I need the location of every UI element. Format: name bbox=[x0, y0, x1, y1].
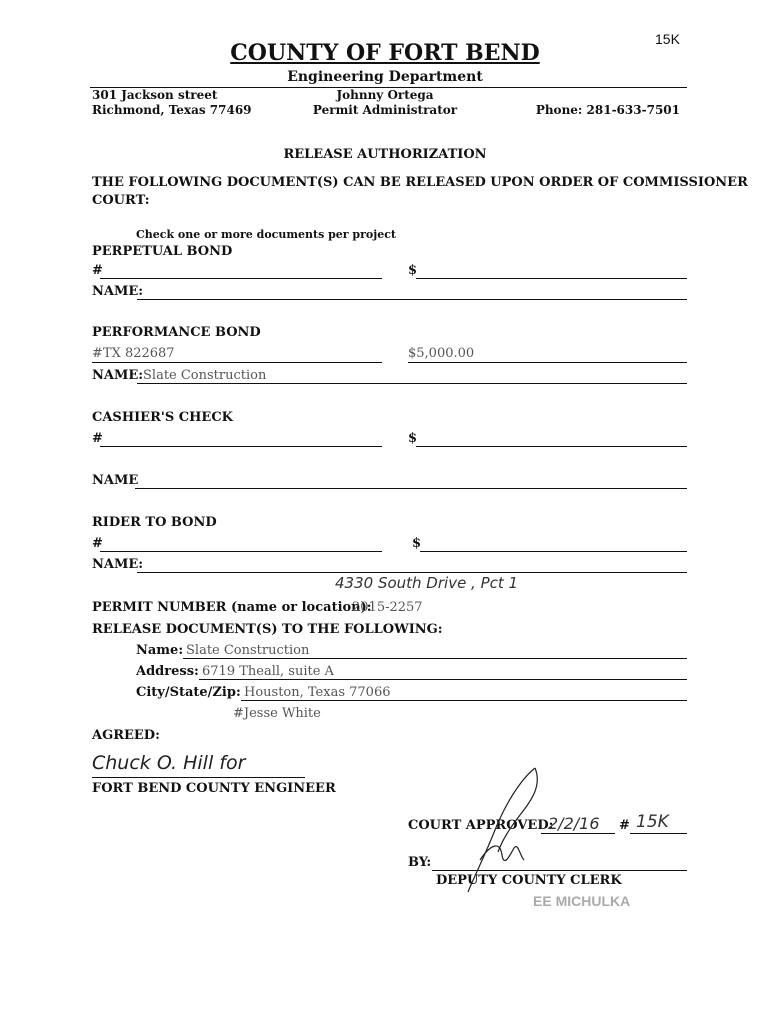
address-line-2: Richmond, Texas 77469 bbox=[92, 103, 252, 117]
intro-line-2: COURT: bbox=[92, 193, 150, 208]
county-title: COUNTY OF FORT BEND bbox=[230, 40, 540, 66]
cashiers-check-name-label: NAME bbox=[92, 473, 139, 488]
perpetual-bond-heading: PERPETUAL BOND bbox=[92, 244, 233, 259]
release-contact: #Jesse White bbox=[233, 706, 321, 721]
rider-to-bond-amount-field[interactable] bbox=[420, 551, 687, 552]
performance-bond-name-line bbox=[137, 383, 687, 384]
rider-to-bond-heading: RIDER TO BOND bbox=[92, 515, 217, 530]
performance-bond-amount[interactable]: $5,000.00 bbox=[408, 346, 475, 361]
court-number-value: 15K bbox=[636, 812, 669, 832]
cashiers-check-amount-label: $ bbox=[408, 431, 418, 446]
instruction-text: Check one or more documents per project bbox=[136, 228, 396, 241]
address-line-1: 301 Jackson street bbox=[92, 88, 218, 102]
release-address-line bbox=[199, 679, 687, 680]
document-number-stamp: 15K bbox=[655, 31, 680, 47]
release-city-value[interactable]: Houston, Texas 77066 bbox=[244, 685, 391, 700]
cashiers-check-amount-field[interactable] bbox=[416, 446, 687, 447]
admin-title: Permit Administrator bbox=[312, 103, 458, 117]
court-approved-label: COURT APPROVED: bbox=[408, 818, 554, 833]
rider-to-bond-number-field[interactable] bbox=[100, 551, 382, 552]
court-number-label: # bbox=[619, 818, 630, 833]
release-name-label: Name: bbox=[136, 643, 184, 658]
rider-to-bond-name-field[interactable] bbox=[137, 572, 687, 573]
court-number-line bbox=[630, 833, 687, 834]
clerk-signature bbox=[440, 760, 560, 900]
perpetual-bond-number-label: # bbox=[92, 263, 103, 278]
rider-to-bond-amount-label: $ bbox=[412, 536, 422, 551]
performance-bond-name[interactable]: Slate Construction bbox=[143, 368, 267, 383]
perpetual-bond-number-field[interactable] bbox=[100, 278, 382, 279]
release-name-value[interactable]: Slate Construction bbox=[186, 643, 310, 658]
performance-bond-heading: PERFORMANCE BOND bbox=[92, 325, 261, 340]
release-address-value[interactable]: 6719 Theall, suite A bbox=[202, 664, 334, 679]
engineer-signature: Chuck O. Hill for bbox=[92, 752, 246, 774]
permit-number-label: PERMIT NUMBER (name or location): bbox=[92, 600, 372, 615]
performance-bond-number[interactable]: #TX 822687 bbox=[92, 346, 175, 361]
cashiers-check-name-field[interactable] bbox=[135, 488, 687, 489]
handwritten-location-note: 4330 South Drive , Pct 1 bbox=[335, 574, 519, 592]
form-title: RELEASE AUTHORIZATION bbox=[283, 147, 487, 162]
engineer-title: FORT BEND COUNTY ENGINEER bbox=[92, 781, 336, 796]
intro-line-1: THE FOLLOWING DOCUMENT(S) CAN BE RELEASED UPON ORDER OF COMMISSIONER bbox=[92, 175, 748, 190]
agreed-label: AGREED: bbox=[92, 728, 160, 743]
cashiers-check-number-label: # bbox=[92, 431, 103, 446]
perpetual-bond-amount-field[interactable] bbox=[416, 278, 687, 279]
court-approved-date: 2/2/16 bbox=[548, 814, 600, 833]
perpetual-bond-amount-label: $ bbox=[408, 263, 418, 278]
release-to-heading: RELEASE DOCUMENT(S) TO THE FOLLOWING: bbox=[92, 622, 443, 637]
by-label: BY: bbox=[408, 855, 432, 870]
cashiers-check-number-field[interactable] bbox=[100, 446, 382, 447]
release-address-label: Address: bbox=[136, 664, 199, 679]
performance-bond-number-line bbox=[92, 362, 382, 363]
release-name-line bbox=[183, 658, 687, 659]
release-city-label: City/State/Zip: bbox=[136, 685, 241, 700]
permit-number-value[interactable]: 2015-2257 bbox=[352, 600, 423, 615]
admin-name: Johnny Ortega bbox=[336, 88, 434, 102]
perpetual-bond-name-label: NAME: bbox=[92, 284, 144, 299]
release-city-line bbox=[241, 700, 687, 701]
cashiers-check-heading: CASHIER'S CHECK bbox=[92, 410, 233, 425]
perpetual-bond-name-field[interactable] bbox=[137, 299, 687, 300]
clerk-name-stamp: EE MICHULKA bbox=[533, 893, 631, 909]
phone-number: Phone: 281-633-7501 bbox=[535, 103, 680, 117]
department-name: Engineering Department bbox=[287, 69, 483, 85]
performance-bond-name-label: NAME: bbox=[92, 368, 144, 383]
rider-to-bond-number-label: # bbox=[92, 536, 103, 551]
deputy-clerk-title: DEPUTY COUNTY CLERK bbox=[436, 873, 622, 888]
engineer-signature-line bbox=[92, 777, 305, 778]
performance-bond-amount-line bbox=[408, 362, 687, 363]
rider-to-bond-name-label: NAME: bbox=[92, 557, 144, 572]
